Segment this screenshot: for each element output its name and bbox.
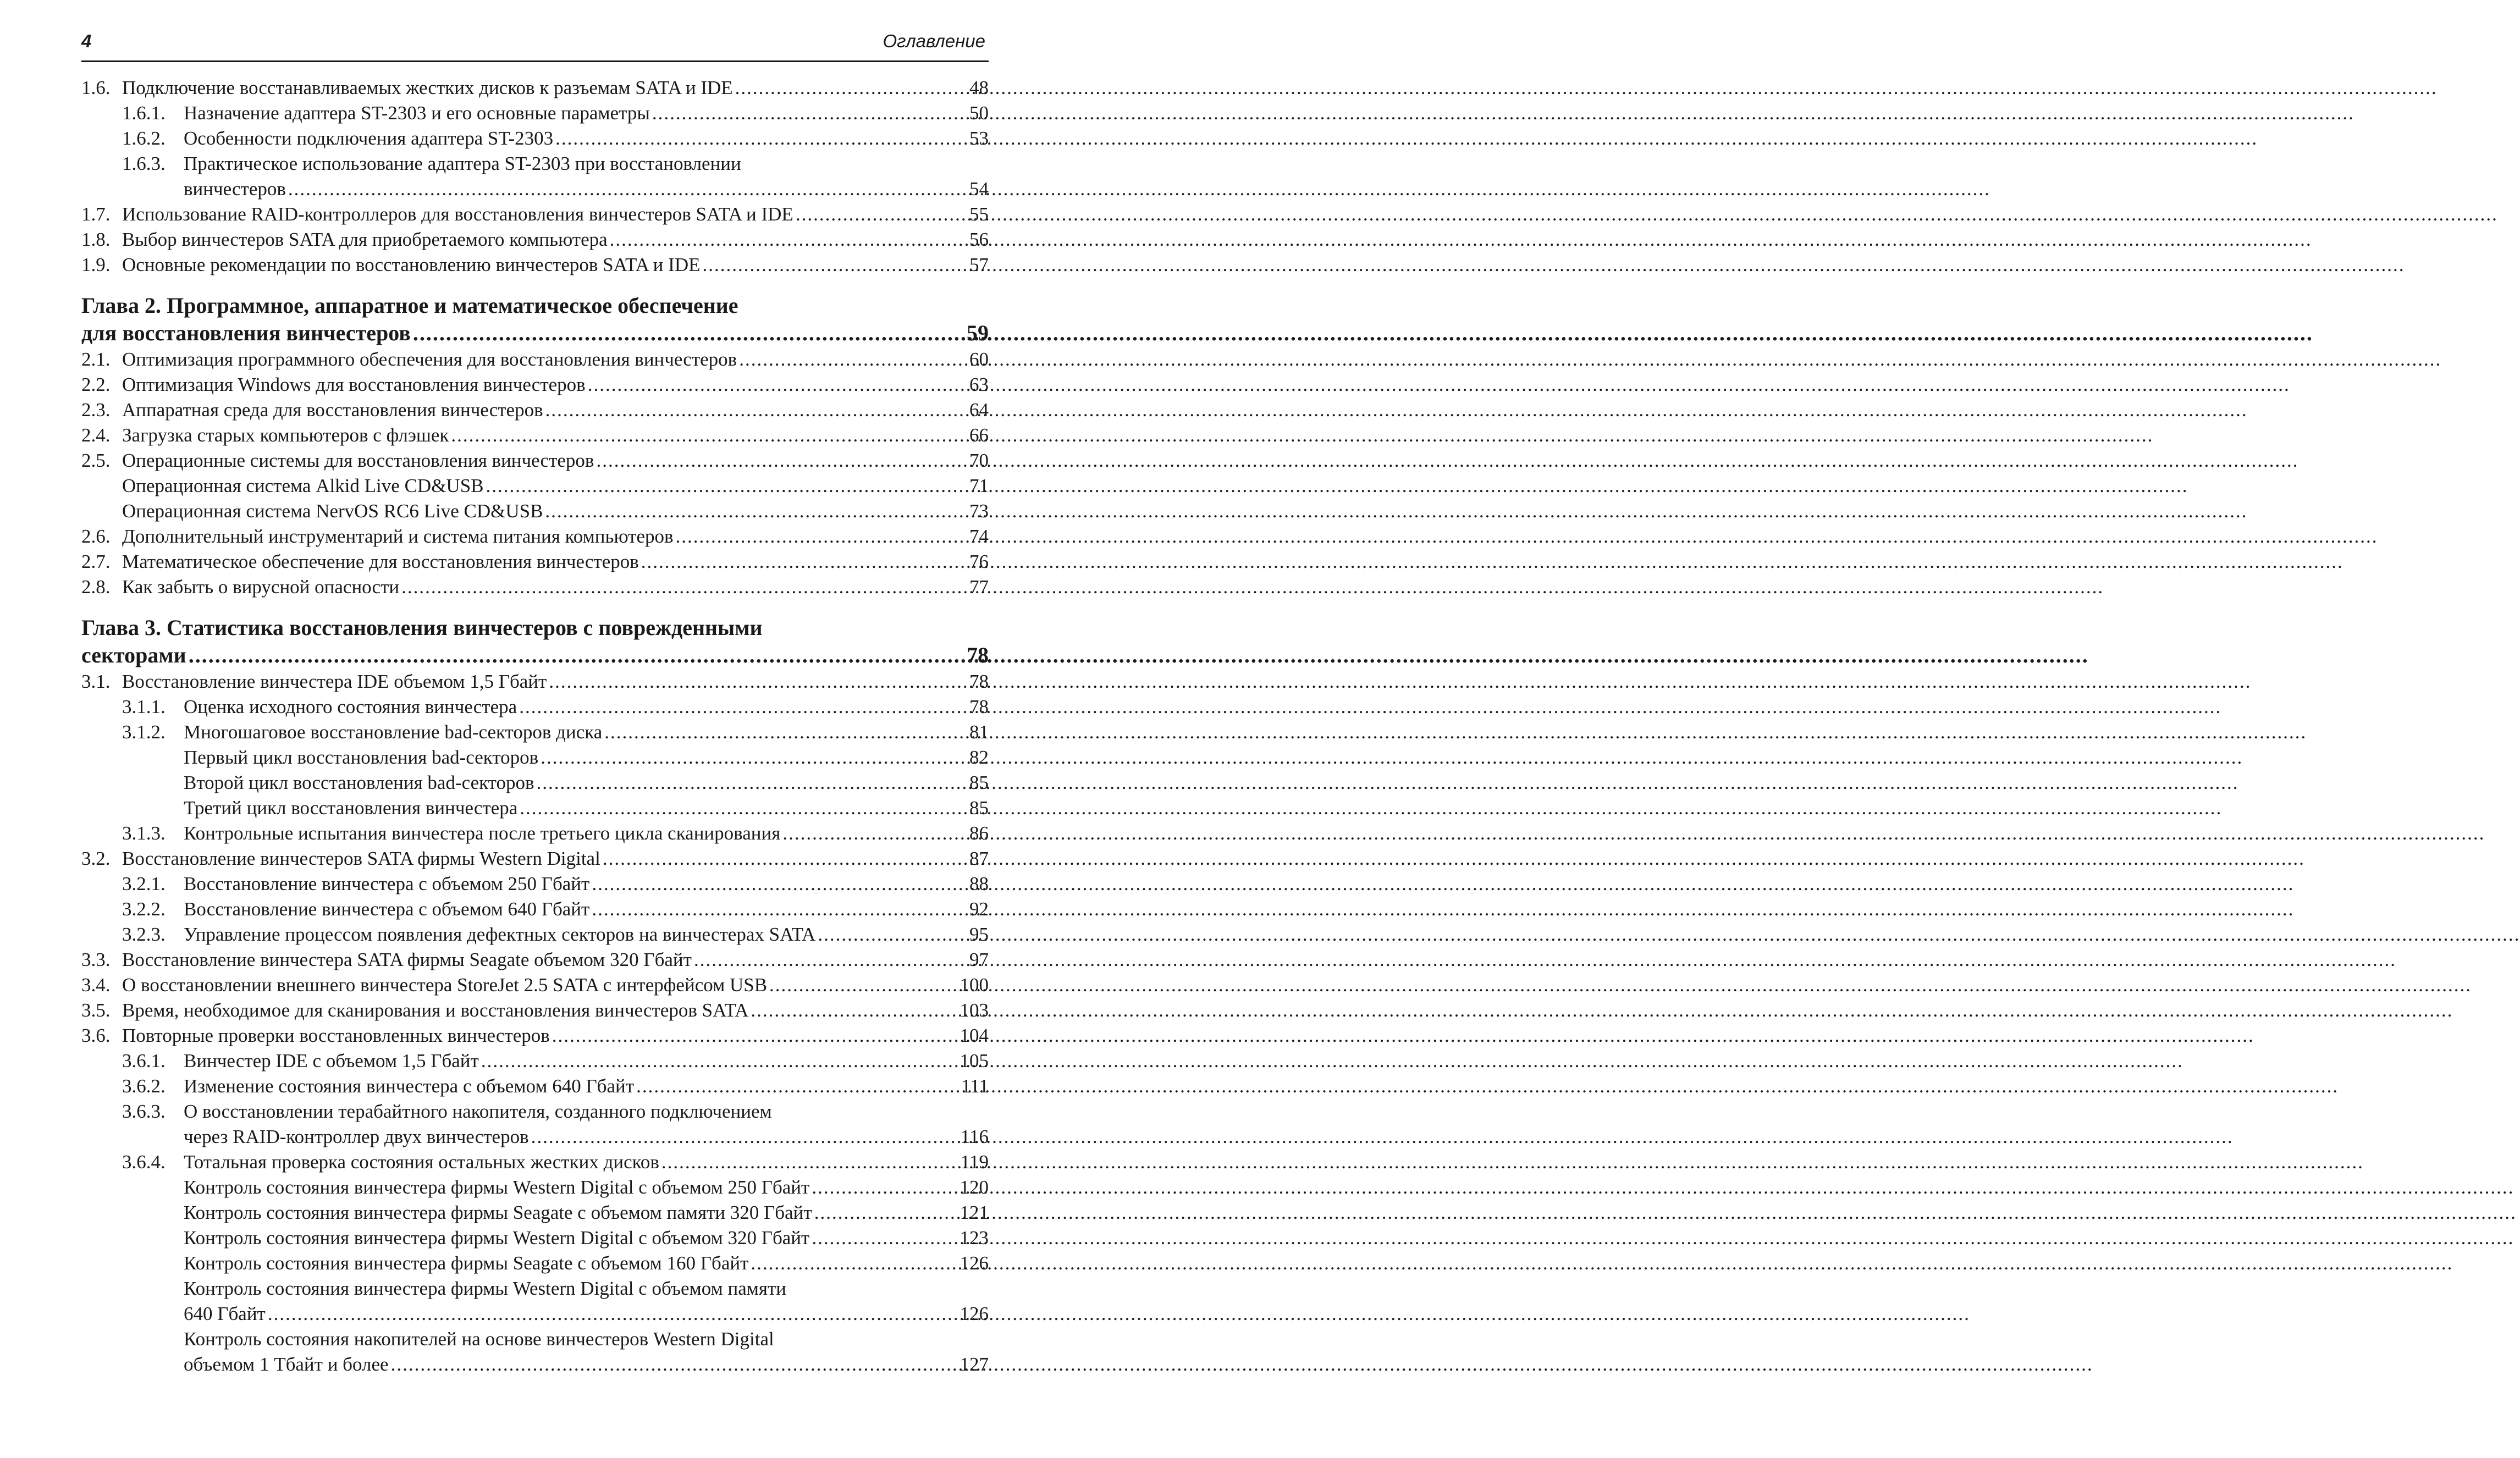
entry-title: Операционная система Alkid Live CD&USB xyxy=(122,475,484,496)
entry-title-line1: Практическое использование адаптера ST-2303 при восстановлении xyxy=(184,153,741,174)
chapter-entry xyxy=(81,292,989,347)
entry-number: 3.6.3. xyxy=(122,1101,166,1122)
entry-number: 3.5. xyxy=(81,999,111,1021)
entry-title: Контроль состояния винчестера фирмы Seagate с объемом памяти 320 Гбайт xyxy=(184,1202,812,1223)
chapter-title-row xyxy=(81,319,989,347)
page-ref: 119 xyxy=(960,1151,989,1173)
entry-number: 1.9. xyxy=(81,254,111,275)
toc-entry-section xyxy=(81,524,989,549)
dot-leader xyxy=(694,947,960,973)
entry-continuation xyxy=(81,1352,989,1377)
entry-title: Подключение восстанавливаемых жестких дисков к разъемам SATA и IDE xyxy=(122,77,733,98)
dot-leader xyxy=(652,101,960,126)
entry-number: 3.1.1. xyxy=(122,696,166,717)
dot-leader xyxy=(486,473,961,499)
entry-number: 1.6.2. xyxy=(122,128,166,149)
toc-entry-section xyxy=(81,372,989,397)
chapter-title-line2: секторами xyxy=(81,643,186,667)
toc-entry-subsection xyxy=(81,694,989,720)
toc-entry-topic xyxy=(81,770,989,796)
page-ref: 121 xyxy=(960,1202,989,1223)
dot-leader xyxy=(451,423,960,448)
page-ref: 92 xyxy=(969,898,989,920)
page-ref: 71 xyxy=(969,475,989,496)
entry-number: 3.1.3. xyxy=(122,822,166,844)
entry-title: Оптимизация Windows для восстановления винчестеров xyxy=(122,374,586,395)
toc-entry-subsection xyxy=(81,1074,989,1099)
table-of-contents xyxy=(81,75,989,1377)
entry-number: 2.5. xyxy=(81,450,111,471)
entry-title: Выбор винчестеров SATA для приобретаемого компьютера xyxy=(122,229,608,250)
entry-number: 2.3. xyxy=(81,399,111,421)
entry-number: 3.6.1. xyxy=(122,1050,166,1072)
page-ref: 64 xyxy=(969,399,989,421)
entry-title-line2: винчестеров xyxy=(184,178,286,200)
toc-entry-section xyxy=(81,947,989,973)
entry-title: Контроль состояния винчестера фирмы Seagate с объемом 160 Гбайт xyxy=(184,1252,749,1274)
entry-continuation xyxy=(81,1301,989,1327)
toc-entry-section xyxy=(81,397,989,423)
toc-entry-section xyxy=(81,227,989,252)
page-ref: 73 xyxy=(969,500,989,522)
dot-leader xyxy=(413,319,960,347)
page-ref: 70 xyxy=(969,450,989,471)
page-ref: 116 xyxy=(960,1126,989,1147)
toc-entry-topic xyxy=(81,745,989,770)
dot-leader xyxy=(604,720,960,745)
entry-title: Контроль состояния винчестера фирмы Western Digital с объемом 250 Гбайт xyxy=(184,1177,810,1198)
dot-leader xyxy=(661,1150,958,1175)
entry-title: Управление процессом появления дефектных секторов на винчестерах SATA xyxy=(184,924,816,945)
page-ref: 57 xyxy=(969,254,989,275)
dot-leader xyxy=(401,575,960,600)
dot-leader xyxy=(519,694,960,720)
chapter-title-line1: Глава 3. Статистика восстановления винчестеров с поврежденными xyxy=(81,615,763,640)
entry-title: Операционная система NervOS RC6 Live CD&USB xyxy=(122,500,543,522)
toc-entry-section xyxy=(81,1023,989,1048)
dot-leader xyxy=(596,448,960,473)
dot-leader xyxy=(796,202,960,227)
toc-entry-subsection xyxy=(81,922,989,947)
entry-title: Оценка исходного состояния винчестера xyxy=(184,696,517,717)
dot-leader xyxy=(812,1175,957,1200)
entry-title: Использование RAID-контроллеров для восстановления винчестеров SATA и IDE xyxy=(122,203,793,225)
entry-title: Первый цикл восстановления bad-секторов xyxy=(184,747,539,768)
toc-entry-topic xyxy=(81,1200,989,1225)
entry-title: Винчестер IDE с объемом 1,5 Гбайт xyxy=(184,1050,479,1072)
entry-number: 1.6. xyxy=(81,77,111,98)
toc-entry-topic xyxy=(81,1175,989,1200)
entry-number: 3.1. xyxy=(81,671,111,692)
dot-leader xyxy=(549,669,960,694)
page-ref: 53 xyxy=(969,128,989,149)
toc-entry-topic xyxy=(81,1251,989,1276)
entry-continuation xyxy=(81,176,989,202)
dot-leader xyxy=(814,1200,958,1225)
page-ref: 97 xyxy=(969,949,989,970)
entry-title: Назначение адаптера ST-2303 и его основные параметры xyxy=(184,102,650,124)
page-ref: 48 xyxy=(969,77,989,98)
toc-entry-subsection xyxy=(81,897,989,922)
page-ref: 60 xyxy=(969,349,989,370)
toc-entry-subsection xyxy=(81,1048,989,1074)
page-ref: 56 xyxy=(969,229,989,250)
entry-title: Восстановление винчестера IDE объемом 1,5 Гбайт xyxy=(122,671,547,692)
page-ref: 100 xyxy=(960,974,989,996)
entry-number: 3.3. xyxy=(81,949,111,970)
entry-title-line1: О восстановлении терабайтного накопителя, созданного подключением xyxy=(184,1101,772,1122)
entry-number: 1.6.1. xyxy=(122,102,166,124)
toc-entry-subsection xyxy=(81,1099,989,1150)
dot-leader xyxy=(735,75,960,101)
entry-title: О восстановлении внешнего винчестера StoreJet 2.5 SATA с интерфейсом USB xyxy=(122,974,768,996)
entry-title: Операционные системы для восстановления винчестеров xyxy=(122,450,594,471)
dot-leader xyxy=(268,1301,958,1327)
dot-leader xyxy=(481,1048,958,1074)
page-ref: 81 xyxy=(969,721,989,743)
entry-number: 3.4. xyxy=(81,974,111,996)
entry-title: Восстановление винчестера с объемом 640 Гбайт xyxy=(184,898,590,920)
page-ref: 126 xyxy=(960,1252,989,1274)
page-ref: 76 xyxy=(969,551,989,572)
entry-title: Многошаговое восстановление bad-секторов диска xyxy=(184,721,603,743)
page-ref: 85 xyxy=(969,772,989,793)
page-ref: 59 xyxy=(967,321,989,345)
toc-entry-topic xyxy=(81,1225,989,1251)
dot-leader xyxy=(520,796,960,821)
toc-entry-section xyxy=(81,973,989,998)
dot-leader xyxy=(610,227,960,252)
dot-leader xyxy=(391,1352,958,1377)
entry-title: Оптимизация программного обеспечения для восстановления винчестеров xyxy=(122,349,737,370)
page-ref: 123 xyxy=(960,1227,989,1249)
entry-title-line1: Контроль состояния винчестера фирмы Western Digital с объемом памяти xyxy=(184,1278,787,1299)
toc-entry-subsection xyxy=(81,101,989,126)
dot-leader xyxy=(588,372,960,397)
chapter-entry xyxy=(81,614,989,669)
page-ref: 55 xyxy=(969,203,989,225)
dot-leader xyxy=(592,871,960,897)
entry-number: 2.1. xyxy=(81,349,111,370)
entry-number: 3.6.2. xyxy=(122,1075,166,1097)
page-ref: 126 xyxy=(960,1303,989,1324)
page-ref: 127 xyxy=(960,1354,989,1375)
toc-entry-section xyxy=(81,669,989,694)
entry-title-line2: 640 Гбайт xyxy=(184,1303,266,1324)
page-ref: 86 xyxy=(969,822,989,844)
toc-entry-topic xyxy=(81,1327,989,1377)
toc-entry-section xyxy=(81,423,989,448)
entry-title-line2: объемом 1 Тбайт и более xyxy=(184,1354,389,1375)
entry-title: Как забыть о вирусной опасности xyxy=(122,576,400,598)
page-ref: 111 xyxy=(961,1075,989,1097)
page-ref: 50 xyxy=(969,102,989,124)
entry-title: Изменение состояния винчестера с объемом 640 Гбайт xyxy=(184,1075,635,1097)
entry-title: Повторные проверки восстановленных винчестеров xyxy=(122,1025,550,1046)
entry-title: Аппаратная среда для восстановления винчестеров xyxy=(122,399,543,421)
dot-leader xyxy=(541,745,960,770)
toc-entry-section xyxy=(81,575,989,600)
dot-leader xyxy=(812,1225,957,1251)
page-ref: 74 xyxy=(969,526,989,547)
dot-leader xyxy=(555,126,960,151)
toc-entry-section xyxy=(81,549,989,575)
dot-leader xyxy=(592,897,960,922)
page-ref: 63 xyxy=(969,374,989,395)
book-page xyxy=(81,26,989,1377)
entry-number: 2.7. xyxy=(81,551,111,572)
page-ref: 82 xyxy=(969,747,989,768)
page-ref: 120 xyxy=(960,1177,989,1198)
toc-entry-topic xyxy=(81,499,989,524)
entry-number: 3.2.2. xyxy=(122,898,166,920)
dot-leader xyxy=(782,821,960,846)
toc-entry-topic xyxy=(81,473,989,499)
entry-title: Третий цикл восстановления винчестера xyxy=(184,797,518,819)
entry-title: Загрузка старых компьютеров с флэшек xyxy=(122,424,449,446)
dot-leader xyxy=(552,1023,958,1048)
entry-number: 1.7. xyxy=(81,203,111,225)
toc-entry-section xyxy=(81,448,989,473)
dot-leader xyxy=(288,176,960,202)
dot-leader xyxy=(739,347,960,372)
dot-leader xyxy=(545,499,960,524)
entry-title: Дополнительный инструментарий и система питания компьютеров xyxy=(122,526,674,547)
entry-title-line2: через RAID-контроллер двух винчестеров xyxy=(184,1126,529,1147)
page-ref: 87 xyxy=(969,848,989,869)
dot-leader xyxy=(603,846,960,871)
toc-entry-subsection xyxy=(81,1150,989,1175)
entry-title: Восстановление винчестера с объемом 250 Гбайт xyxy=(184,873,590,894)
toc-entry-topic xyxy=(81,796,989,821)
toc-entry-topic xyxy=(81,1276,989,1327)
page-ref: 103 xyxy=(960,999,989,1021)
entry-title: Восстановление винчестера SATA фирмы Seagate объемом 320 Гбайт xyxy=(122,949,692,970)
dot-leader xyxy=(751,998,957,1023)
entry-title: Основные рекомендации по восстановлению винчестеров SATA и IDE xyxy=(122,254,701,275)
page-ref: 66 xyxy=(969,424,989,446)
entry-title: Тотальная проверка состояния остальных жестких дисков xyxy=(184,1151,659,1173)
entry-title-line1: Контроль состояния накопителей на основе винчестеров Western Digital xyxy=(184,1328,774,1350)
toc-entry-section xyxy=(81,75,989,101)
entry-continuation xyxy=(81,1124,989,1150)
toc-entry-section xyxy=(81,998,989,1023)
entry-number: 3.1.2. xyxy=(122,721,166,743)
entry-number: 2.6. xyxy=(81,526,111,547)
entry-first-line xyxy=(81,151,989,176)
toc-entry-section xyxy=(81,252,989,278)
toc-entry-section xyxy=(81,347,989,372)
toc-entry-section xyxy=(81,202,989,227)
page-number: 4 xyxy=(81,31,92,51)
running-section-title: Оглавление xyxy=(883,31,985,51)
dot-leader xyxy=(818,922,960,947)
dot-leader xyxy=(751,1251,957,1276)
entry-title: Второй цикл восстановления bad-секторов xyxy=(184,772,534,793)
entry-number: 2.8. xyxy=(81,576,111,598)
page-ref: 78 xyxy=(969,671,989,692)
dot-leader xyxy=(702,252,960,278)
chapter-title-line1: Глава 2. Программное, аппаратное и математическое обеспечение xyxy=(81,293,738,318)
entry-number: 3.6.4. xyxy=(122,1151,166,1173)
chapter-title-line2: для восстановления винчестеров xyxy=(81,321,411,345)
entry-number: 1.8. xyxy=(81,229,111,250)
chapter-title-row xyxy=(81,642,989,669)
toc-entry-subsection xyxy=(81,151,989,202)
entry-title: Контрольные испытания винчестера после третьего цикла сканирования xyxy=(184,822,781,844)
toc-entry-subsection xyxy=(81,821,989,846)
entry-number: 3.6. xyxy=(81,1025,111,1046)
page-ref: 54 xyxy=(969,178,989,200)
page-ref: 104 xyxy=(960,1025,989,1046)
entry-title: Математическое обеспечение для восстановления винчестеров xyxy=(122,551,639,572)
entry-first-line xyxy=(81,1099,989,1124)
dot-leader xyxy=(189,642,960,669)
dot-leader xyxy=(769,973,957,998)
page-ref: 78 xyxy=(967,643,989,667)
page-ref: 77 xyxy=(969,576,989,598)
running-header xyxy=(81,26,989,62)
dot-leader xyxy=(545,397,960,423)
toc-entry-subsection xyxy=(81,720,989,745)
dot-leader xyxy=(676,524,960,549)
page-ref: 105 xyxy=(960,1050,989,1072)
entry-number: 1.6.3. xyxy=(122,153,166,174)
page-ref: 78 xyxy=(969,696,989,717)
page-ref: 85 xyxy=(969,797,989,819)
toc-entry-section xyxy=(81,846,989,871)
entry-number: 2.4. xyxy=(81,424,111,446)
entry-title: Восстановление винчестеров SATA фирмы Western Digital xyxy=(122,848,600,869)
entry-title: Время, необходимое для сканирования и восстановления винчестеров SATA xyxy=(122,999,749,1021)
dot-leader xyxy=(531,1124,958,1150)
page-ref: 88 xyxy=(969,873,989,894)
dot-leader xyxy=(636,1074,959,1099)
entry-number: 3.2.3. xyxy=(122,924,166,945)
entry-title: Особенности подключения адаптера ST-2303 xyxy=(184,128,554,149)
dot-leader xyxy=(641,549,960,575)
toc-entry-subsection xyxy=(81,126,989,151)
entry-title: Контроль состояния винчестера фирмы Western Digital с объемом 320 Гбайт xyxy=(184,1227,810,1249)
entry-number: 3.2. xyxy=(81,848,111,869)
entry-number: 3.2.1. xyxy=(122,873,166,894)
entry-number: 2.2. xyxy=(81,374,111,395)
page-ref: 95 xyxy=(969,924,989,945)
toc-entry-subsection xyxy=(81,871,989,897)
dot-leader xyxy=(537,770,960,796)
